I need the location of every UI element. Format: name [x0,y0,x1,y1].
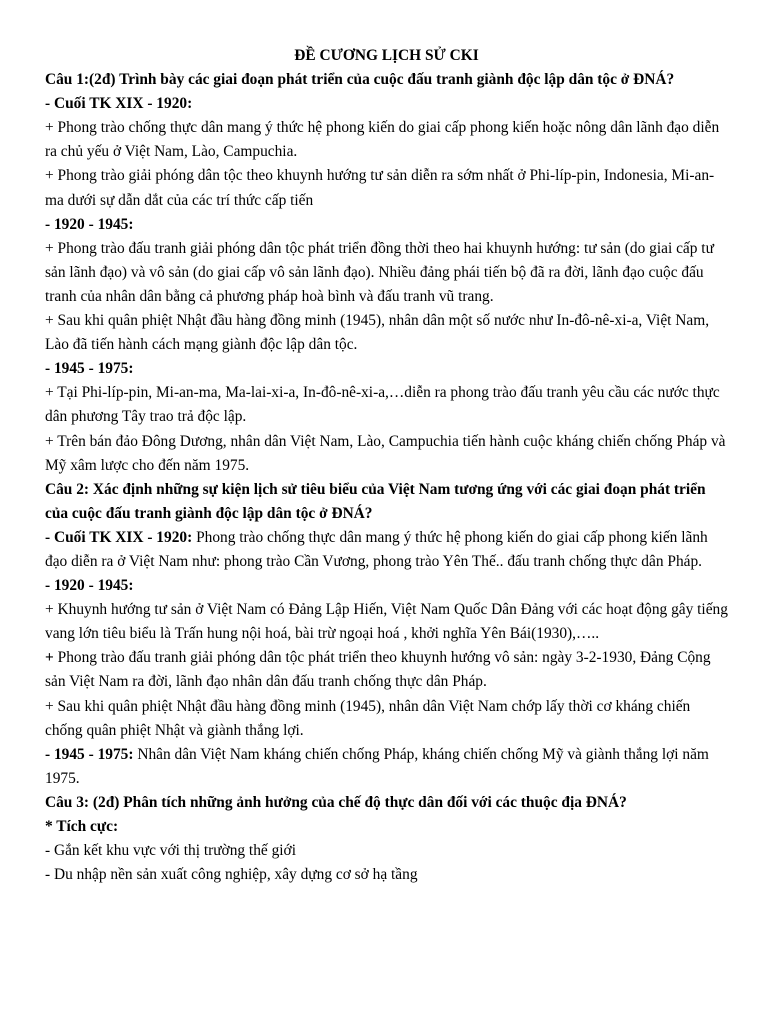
q1-period-1-item: + Phong trào giải phóng dân tộc theo khuynh hướng tư sản diễn ra sớm nhất ở Phi-líp-pin, Indonesia, Mi-an-ma dưới sự dẫn dắt của các trí thức cấp tiến [45,167,715,209]
q2-period-3-paragraph [45,743,728,791]
q1-period-3-item: + Tại Phi-líp-pin, Mi-an-ma, Ma-lai-xi-a, In-đô-nê-xi-a,…diễn ra phong trào đấu tranh yêu cầu các nước thực dân phương Tây trao trả độc lập. [45,384,720,426]
q2-period-2-item-text: Phong trào đấu tranh giải phóng dân tộc phát triển theo khuynh hướng vô sản: ngày 3-2-1930, Đảng Cộng sản Việt Nam ra đời, lãnh đạo nhân dân đấu tranh chống thực dân Pháp. [45,649,711,691]
q2-period-1-heading: - Cuối TK XIX - 1920: [45,528,193,546]
q2-period-2-item: + Khuynh hướng tư sản ở Việt Nam có Đảng Lập Hiến, Việt Nam Quốc Dân Đảng với các hoạt động gây tiếng vang lớn tiêu biểu là Trấn hung nội hoá, bài trừ ngoại hoá , khởi nghĩa Yên Bái(1930),….. [45,601,728,643]
bullet-plus: + [45,649,54,667]
question-1-heading: Câu 1:(2đ) Trình bày các giai đoạn phát triển của cuộc đấu tranh giành độc lập dân tộc ở ĐNÁ? [45,71,675,89]
q1-period-3-item: + Trên bán đảo Đông Dương, nhân dân Việt Nam, Lào, Campuchia tiến hành cuộc kháng chiến chống Pháp và Mỹ xâm lược cho đến năm 1975. [45,432,726,474]
question-3-heading: Câu 3: (2đ) Phân tích những ảnh hưởng của chế độ thực dân đối với các thuộc địa ĐNÁ? [45,793,627,811]
q3-positive-item: - Du nhập nền sản xuất công nghiệp, xây dựng cơ sở hạ tầng [45,866,418,884]
q2-period-1-text: Phong trào chống thực dân mang ý thức hệ phong kiến do giai cấp phong kiến lãnh đạo diễn ra ở Việt Nam như: phong trào Cần Vương, phong trào Yên Thế.. đấu tranh chống thực dân Pháp. [45,528,708,570]
q1-period-2-heading: - 1920 - 1945: [45,215,134,233]
question-2-heading: Câu 2: Xác định những sự kiện lịch sử tiêu biểu của Việt Nam tương ứng với các giai đoạn phát triển của cuộc đấu tranh giành độc lập dân tộc ở ĐNÁ? [45,480,706,522]
document-title: ĐỀ CƯƠNG LỊCH SỬ CKI [294,47,479,64]
q2-period-2-item: + Sau khi quân phiệt Nhật đầu hàng đồng minh (1945), nhân dân Việt Nam chớp lấy thời cơ kháng chiến chống quân phiệt Nhật và giành thắng lợi. [45,697,691,739]
q1-period-3-heading: - 1945 - 1975: [45,360,134,378]
q1-period-2-item: + Phong trào đấu tranh giải phóng dân tộc phát triển đồng thời theo hai khuynh hướng: tư sản (do giai cấp tư sản lãnh đạo) và vô sản (do giai cấp vô sản lãnh đạo). Nhiều đảng phái tiến bộ đã ra đời, lãnh đạo cuộc đấu tranh của nhân dân bằng cả phương pháp hoà bình và đấu tranh vũ trang. [45,239,714,305]
q3-positive-heading: * Tích cực: [45,818,119,835]
q2-period-2-heading: - 1920 - 1945: [45,577,134,595]
q1-period-1-heading: - Cuối TK XIX - 1920: [45,95,193,113]
q1-period-1-item: + Phong trào chống thực dân mang ý thức hệ phong kiến do giai cấp phong kiến hoặc nông dân lãnh đạo diễn ra chủ yếu ở Việt Nam, Lào, Campuchia. [45,119,720,161]
q2-period-1-paragraph [45,526,728,574]
q3-positive-item: - Gắn kết khu vực với thị trường thế giới [45,842,296,860]
q2-period-3-heading: - 1945 - 1975: [45,745,134,763]
q2-period-3-text: Nhân dân Việt Nam kháng chiến chống Pháp, kháng chiến chống Mỹ và giành thắng lợi năm 1975. [45,745,709,787]
q2-period-2-item [45,646,728,694]
q1-period-2-item: + Sau khi quân phiệt Nhật đầu hàng đồng minh (1945), nhân dân một số nước như In-đô-nê-xi-a, Việt Nam, Lào đã tiến hành cách mạng giành độc lập dân tộc. [45,312,710,354]
